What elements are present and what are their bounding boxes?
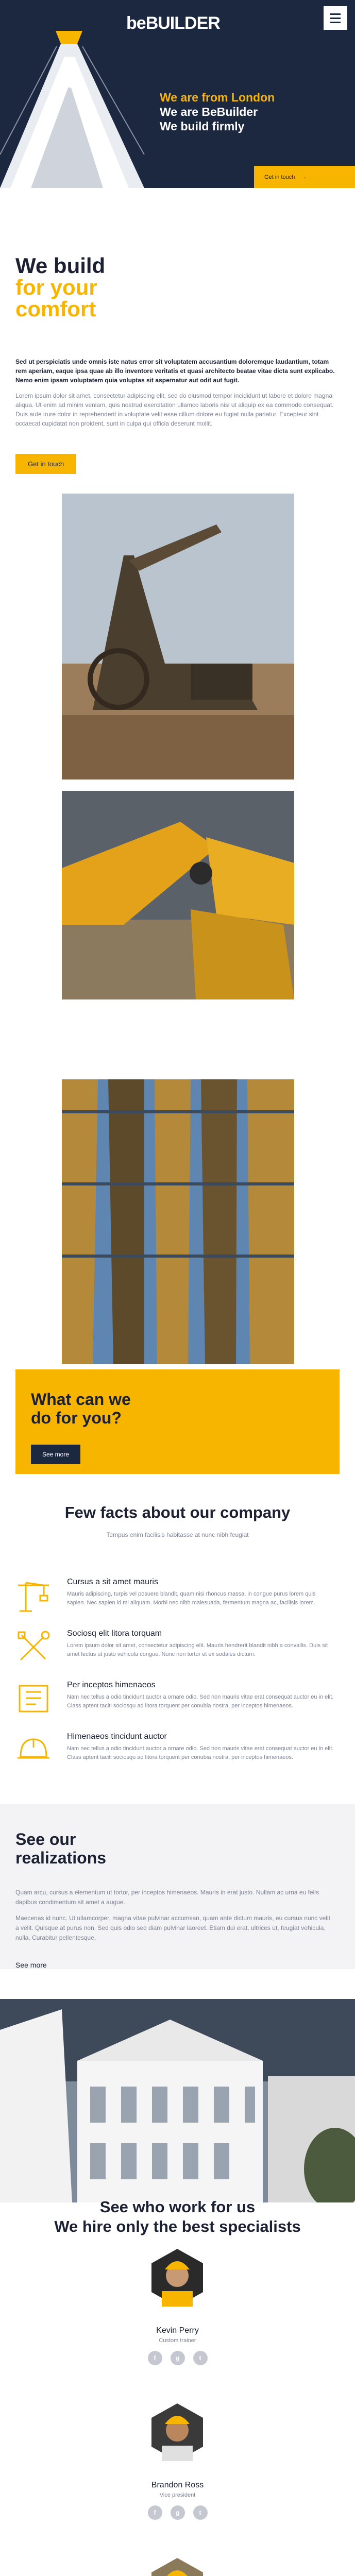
tools-icon (15, 1629, 52, 1665)
member-social (0, 2351, 355, 2365)
realizations-see-more-link[interactable]: See more (15, 1961, 47, 1969)
what-see-more-button[interactable]: See more (31, 1445, 80, 1464)
team-section (0, 2197, 355, 2516)
blueprint-icon (15, 1681, 52, 1717)
fact-title: Sociosq elit litora torquam (67, 1629, 162, 1638)
google-plus-icon[interactable]: g (171, 2505, 185, 2520)
fact-text: Nam nec tellus a odio tincidunt auctor a ornare odio. Sed non mauris vitae erat consequat auctor eu in elit. Class aptent taciti sociosqu ad litora torquent per conubia nostra, per inceptos himenaeos. (67, 1694, 334, 1709)
arrow-right-icon: → (301, 174, 307, 180)
realizations-section (0, 1804, 355, 1969)
helmet-icon (15, 1732, 52, 1768)
what-title-line-1: What can we (31, 1390, 131, 1409)
avatar (151, 2249, 203, 2307)
intro-lead: Sed ut perspiciatis unde omnis iste natus error sit voluptatem accusantium doloremque laudantium, totam rem aperiam, eaque ipsa quae ab illo inventore veritatis et quasi architecto beatae vitae dicta sunt explicabo. Nemo enim ipsam voluptatem quia voluptas sit aspernatur aut odit aut fugit. (15, 358, 335, 384)
logo-be: be (126, 13, 146, 33)
hero-line-1: We are from London (160, 91, 275, 104)
excavator-photo (62, 494, 294, 779)
facebook-icon[interactable]: f (148, 2505, 162, 2520)
realizations-para-1: Quam arcu, cursus a elementum ut tortor, per inceptos himenaeos. Mauris in erat justo. Nullam ac urna eu felis dapibus condimentum sit amet a augue. (15, 1889, 319, 1906)
twitter-icon[interactable]: t (193, 2351, 208, 2365)
what-title (31, 1390, 324, 1427)
hero-get-in-touch-button[interactable] (254, 166, 355, 188)
realizations-para-2: Maecenas id nunc. Ut ullamcorper, magna vitae pulvinar accumsan, quam ante dictum mauris, eu cursus nunc velit a velit. Quisque at purus non. Sed quis odio sed diam pulvinar laoreet. Etiam dui erat, ultrices ut, feugiat vehicula, nulla. Curabitur pellentesque. (15, 1914, 330, 1941)
building-facade-photo (62, 1079, 294, 1364)
white-building-photo (0, 1999, 355, 2202)
avatar (151, 2558, 203, 2576)
google-plus-icon[interactable]: g (171, 2351, 185, 2365)
fact-text: Mauris adipiscing, turpis vel posuere blandit, quam nisi rhoncus massa, in congue purus lorem quis sapien. Nec sapien id mi aliquam. Morbi nec nibh malesuada, fermentum magna ac, facilisis lorem. (67, 1591, 316, 1606)
fact-text: Lorem ipsum dolor sit amet, consectetur adipiscing elit. Mauris hendrerit blandit nibh a convallis. Duis sit amet lectus ut justo vehicula congue. Nunc non tortor et ex sodales dictum. (67, 1642, 328, 1657)
facebook-icon[interactable]: f (148, 2351, 162, 2365)
what-we-do-box (15, 1369, 340, 1474)
intro-title (15, 255, 340, 320)
member-name: Kevin Perry (156, 2326, 199, 2335)
fact-item (15, 1732, 340, 1778)
avatar (151, 2403, 203, 2461)
intro-title-line-2: for your (15, 275, 97, 299)
hero-headline (160, 90, 275, 133)
fact-title: Per inceptos himenaeos (67, 1681, 156, 1689)
hamburger-icon[interactable] (324, 6, 347, 30)
fact-title: Himenaeos tincidunt auctor (67, 1732, 167, 1741)
intro-body: Lorem ipsum dolor sit amet, consectetur adipiscing elit, sed do eiusmod tempor incididunt ut labore et dolore magna aliqua. Ut enim ad minim veniam, quis nostrud exercitation ullamco laboris nisi ut aliquip ex ea commodo consequat. Duis aute irure dolor in reprehenderit in voluptate velit esse cillum dolore eu fugiat nulla pariatur. Excepteur sint occaecat cupidatat non proident, sunt in culpa qui officia deserunt mollit. (15, 392, 334, 427)
realizations-title-line-2: realizations (15, 1849, 107, 1867)
logo-builder: BUILDER (145, 13, 220, 33)
facts-title: Few facts about our company (64, 1503, 291, 1521)
fact-item (15, 1681, 340, 1727)
member-role: Custom trainer (159, 2337, 196, 2344)
facts-subtitle: Tempus enim facilisis habitasse at nunc nibh feugiat (106, 1531, 249, 1538)
fact-item (15, 1629, 340, 1675)
intro-title-line-1: We build (15, 253, 106, 278)
hero-button-label: Get in touch (264, 174, 295, 180)
realizations-title (15, 1830, 340, 1867)
crane-icon (15, 1578, 52, 1614)
member-social (0, 2505, 355, 2520)
member-role: Vice president (159, 2492, 196, 2498)
hero-section (0, 0, 355, 188)
realizations-title-line-1: See our (15, 1830, 76, 1849)
team-title-line-1: See who work for us (99, 2198, 256, 2216)
team-title (0, 2197, 355, 2236)
intro-title-line-3: comfort (15, 297, 96, 321)
facts-section (0, 1503, 355, 1760)
fact-title: Cursus a sit amet mauris (67, 1578, 158, 1586)
digger-arm-photo (62, 791, 294, 999)
twitter-icon[interactable]: t (193, 2505, 208, 2520)
fact-text: Nam nec tellus a odio tincidunt auctor a ornare odio. Sed non mauris vitae erat consequat auctor eu in elit. Class aptent taciti sociosqu ad litora torquent per conubia nostra, per inceptos himenaeos. (67, 1745, 334, 1760)
hero-line-2: We are BeBuilder (160, 105, 258, 118)
hero-line-3: We build firmly (160, 120, 245, 133)
what-title-line-2: do for you? (31, 1409, 122, 1427)
member-name: Brandon Ross (151, 2481, 204, 2489)
intro-get-in-touch-button[interactable]: Get in touch (15, 454, 76, 474)
fact-item (15, 1578, 340, 1624)
team-title-line-2: We hire only the best specialists (54, 2217, 301, 2235)
